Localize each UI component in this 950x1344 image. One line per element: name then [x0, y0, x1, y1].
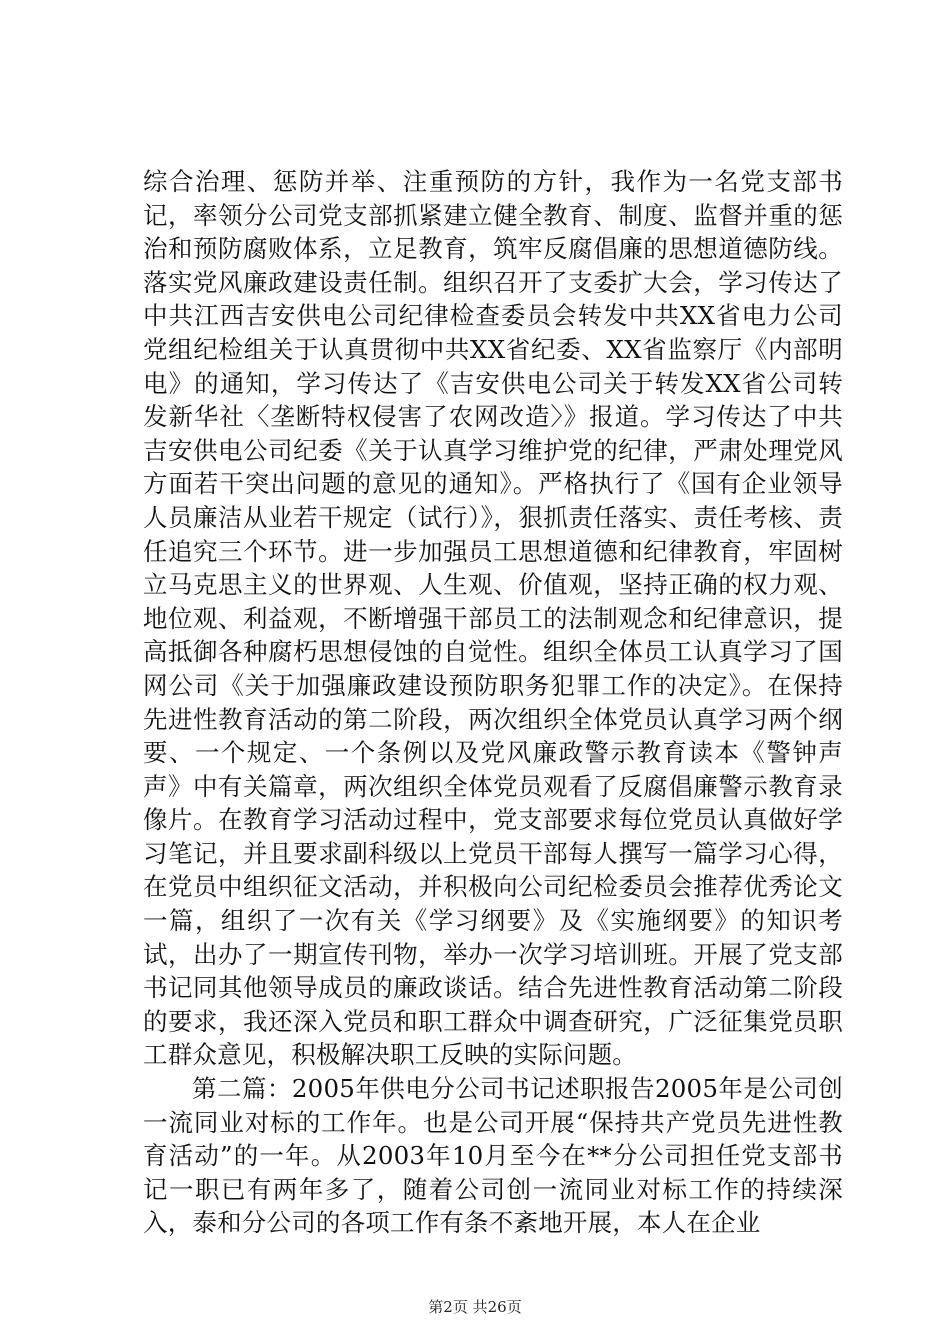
- paragraph-second-article: 第二篇：2005年供电分公司书记述职报告2005年是公司创一流同业对标的工作年。也是公司开展“保持共产党员先进性教育活动”的一年。从2003年10月至今在**分公司担任党支部书记一职已有两年多了，随着公司创一流同业对标工作的持续深入，泰和分公司的各项工作有条不紊地开展，本人在企业: [143, 1074, 843, 1238]
- document-body: [143, 165, 843, 1240]
- page-footer: [0, 1297, 950, 1317]
- page-number: 第2页 共26页: [428, 1298, 522, 1316]
- paragraph-continued: 综合治理、惩防并举、注重预防的方针，我作为一名党支部书记，率领分公司党支部抓紧建立健全教育、制度、监督并重的惩治和预防腐败体系，立足教育，筑牢反腐倡廉的思想道德防线。落实党风廉政建设责任制。组织召开了支委扩大会，学习传达了中共江西吉安供电公司纪律检查委员会转发中共XX省电力公司党组纪检组关于认真贯彻中共XX省纪委、XX省监察厅《内部明电》的通知，学习传达了《吉安供电公司关于转发XX省公司转发新华社〈垄断特权侵害了农网改造〉》报道。学习传达了中共吉安供电公司纪委《关于认真学习维护党的纪律，严肃处理党风方面若干突出问题的意见的通知》。严格执行了《国有企业领导人员廉洁从业若干规定（试行）》，狠抓责任落实、责任考核、责任追究三个环节。进一步加强员工思想道德和纪律教育，牢固树立马克思主义的世界观、人生观、价值观，坚持正确的权力观、地位观、利益观，不断增强干部员工的法制观念和纪律意识，提高抵御各种腐朽思想侵蚀的自觉性。组织全体员工认真学习了国网公司《关于加强廉政建设预防职务犯罪工作的决定》。在保持先进性教育活动的第二阶段，两次组织全体党员认真学习两个纲要、一个规定、一个条例以及党风廉政警示教育读本《警钟声声》中有关篇章，两次组织全体党员观看了反腐倡廉警示教育录像片。在教育学习活动过程中，党支部要求每位党员认真做好学习笔记，并且要求副科级以上党员干部每人撰写一篇学习心得，在党员中组织征文活动，并积极向公司纪检委员会推荐优秀论文一篇，组织了一次有关《学习纲要》及《实施纲要》的知识考试，出办了一期宣传刊物，举办一次学习培训班。开展了党支部书记同其他领导成员的廉政谈话。结合先进性教育活动第二阶段的要求，我还深入党员和职工群众中调查研究，广泛征集党员职工群众意见，积极解决职工反映的实际问题。: [143, 167, 843, 1070]
